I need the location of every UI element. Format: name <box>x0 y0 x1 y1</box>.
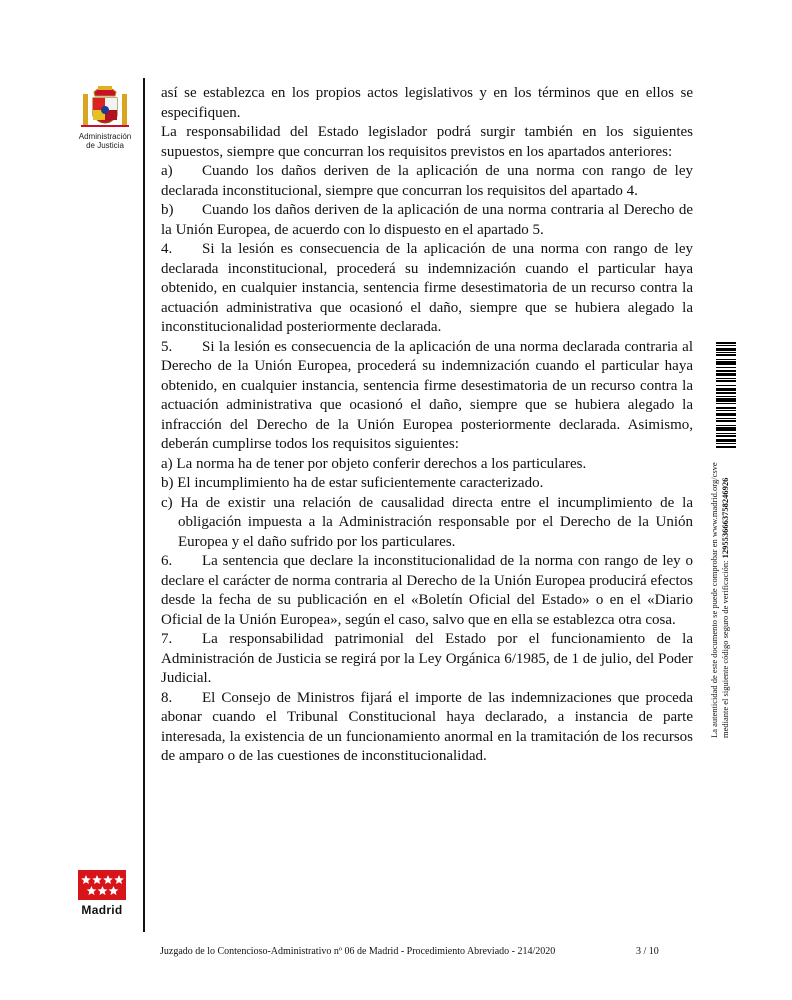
document-body <box>161 84 693 767</box>
verification-line1: La autenticidad de este documento se puede comprobar en www.madrid.org/csve <box>709 462 719 738</box>
paragraph-text: La sentencia que declare la inconstitucionalidad de la norma con rango de ley o declare el carácter de norma contraria al Derecho de la Unión Europea producirá efectos desde la fecha de su publicación en el «Boletín Oficial del Estado» o en el «Diario Oficial de la Unión Europea», según el caso, salvo que en ella se establezca otra cosa. <box>161 553 693 628</box>
paragraph-text: así se establezca en los propios actos legislativos y en los términos que en ellos se especifiquen. <box>161 85 693 121</box>
verification-code: 1295536663758246926 <box>720 477 730 559</box>
requirement-a: a) La norma ha de tener por objeto conferir derechos a los particulares. <box>161 455 587 472</box>
paragraph-number: 8. <box>161 689 173 706</box>
paragraph-intro <box>161 123 693 162</box>
page-number: 3 / 10 <box>636 946 659 957</box>
paragraph-text: Cuando los daños deriven de la aplicación de una norma contraria al Derecho de la Unión Europea, de acuerdo con lo dispuesto en el apartado 5. <box>161 202 693 238</box>
seven-stars-icon <box>78 870 126 900</box>
page-footer <box>160 946 700 957</box>
paragraph-4 <box>161 240 693 338</box>
paragraph-7 <box>161 630 693 689</box>
justicia-caption-line2: de Justicia <box>86 141 124 150</box>
comunidad-madrid-logo <box>78 870 126 917</box>
left-margin-rule <box>143 78 145 932</box>
paragraph-text: El Consejo de Ministros fijará el importe de las indemnizaciones que proceda abonar cuando el Tribunal Constitucional haya declarado, a instancia de parte interesada, la existencia de un funcionamiento anormal en la tramitación de los recursos de amparo o de las cuestiones de inconstitucionalidad. <box>161 689 693 764</box>
paragraph-b <box>161 201 693 240</box>
requirement-b: b) El incumplimiento ha de estar suficientemente caracterizado. <box>161 475 544 491</box>
coat-of-arms-icon <box>80 80 130 132</box>
paragraph-number: b) <box>161 202 174 218</box>
paragraph-number: 5. <box>161 338 173 355</box>
paragraph-text: La responsabilidad patrimonial del Estado por el funcionamiento de la Administración de Justicia se regirá por la Ley Orgánica 6/1985, de 1 de julio, del Poder Judicial. <box>161 631 693 686</box>
verification-band <box>706 340 746 760</box>
paragraph-text: Si la lesión es consecuencia de la aplicación de una norma declarada contraria al Derecho de la Unión Europea, procederá su indemnización cuando el particular haya obtenido, en cualquier instancia, sentencia firme desestimatoria de un recurso contra la actuación administrativa que ocasionó el daño, siempre que se hubiera alegado la infracción del Derecho de la Unión Europea posteriormente declarada. Asimismo, deberán cumplirse todos los requisitos siguientes: <box>161 338 693 452</box>
verification-line2: mediante el siguiente código seguro de verificación: 1295536663758246926 <box>720 477 730 738</box>
paragraph-text: Si la lesión es consecuencia de la aplicación de una norma con rango de ley declarada inconstitucional, procederá su indemnización cuando el particular haya obtenido, en cualquier instancia, sentencia firme desestimatoria de un recurso contra la actuación administrativa que ocasionó el daño, siempre que se hubiera alegado la inconstitucionalidad posteriormente declarada. <box>161 241 693 335</box>
paragraph-continuation <box>161 84 693 123</box>
verification-note <box>709 458 731 738</box>
requirement-c: c) Ha de existir una relación de causalidad directa entre el incumplimiento de la obligación impuesta a la Administración responsable por el Derecho de la Unión Europea y el daño sufrido por los particulares. <box>161 494 693 550</box>
paragraph-number: 4. <box>161 241 173 257</box>
paragraph-number: 6. <box>161 553 173 569</box>
madrid-caption: Madrid <box>81 903 123 917</box>
administracion-justicia-logo <box>74 80 136 150</box>
barcode <box>716 342 736 452</box>
footer-court: Juzgado de lo Contencioso-Administrativo nº 06 de Madrid - Procedimiento Abreviado - 214/2020 <box>160 946 556 957</box>
paragraph-8 <box>161 689 693 767</box>
paragraph-number: 7. <box>161 631 173 647</box>
paragraph-a <box>161 162 693 201</box>
justicia-caption-line1: Administración <box>78 132 132 141</box>
paragraph-text: Cuando los daños deriven de la aplicación de una norma con rango de ley declarada inconstitucional, siempre que concurran los requisitos del apartado 4. <box>161 163 693 199</box>
paragraph-5 <box>161 338 693 455</box>
madrid-flag <box>78 870 126 900</box>
paragraph-text: La responsabilidad del Estado legislador podrá surgir también en los siguientes supuestos, siempre que concurran los requisitos previstos en los apartados anteriores: <box>161 124 693 160</box>
paragraph-6 <box>161 552 693 630</box>
paragraph-number: a) <box>161 163 173 179</box>
